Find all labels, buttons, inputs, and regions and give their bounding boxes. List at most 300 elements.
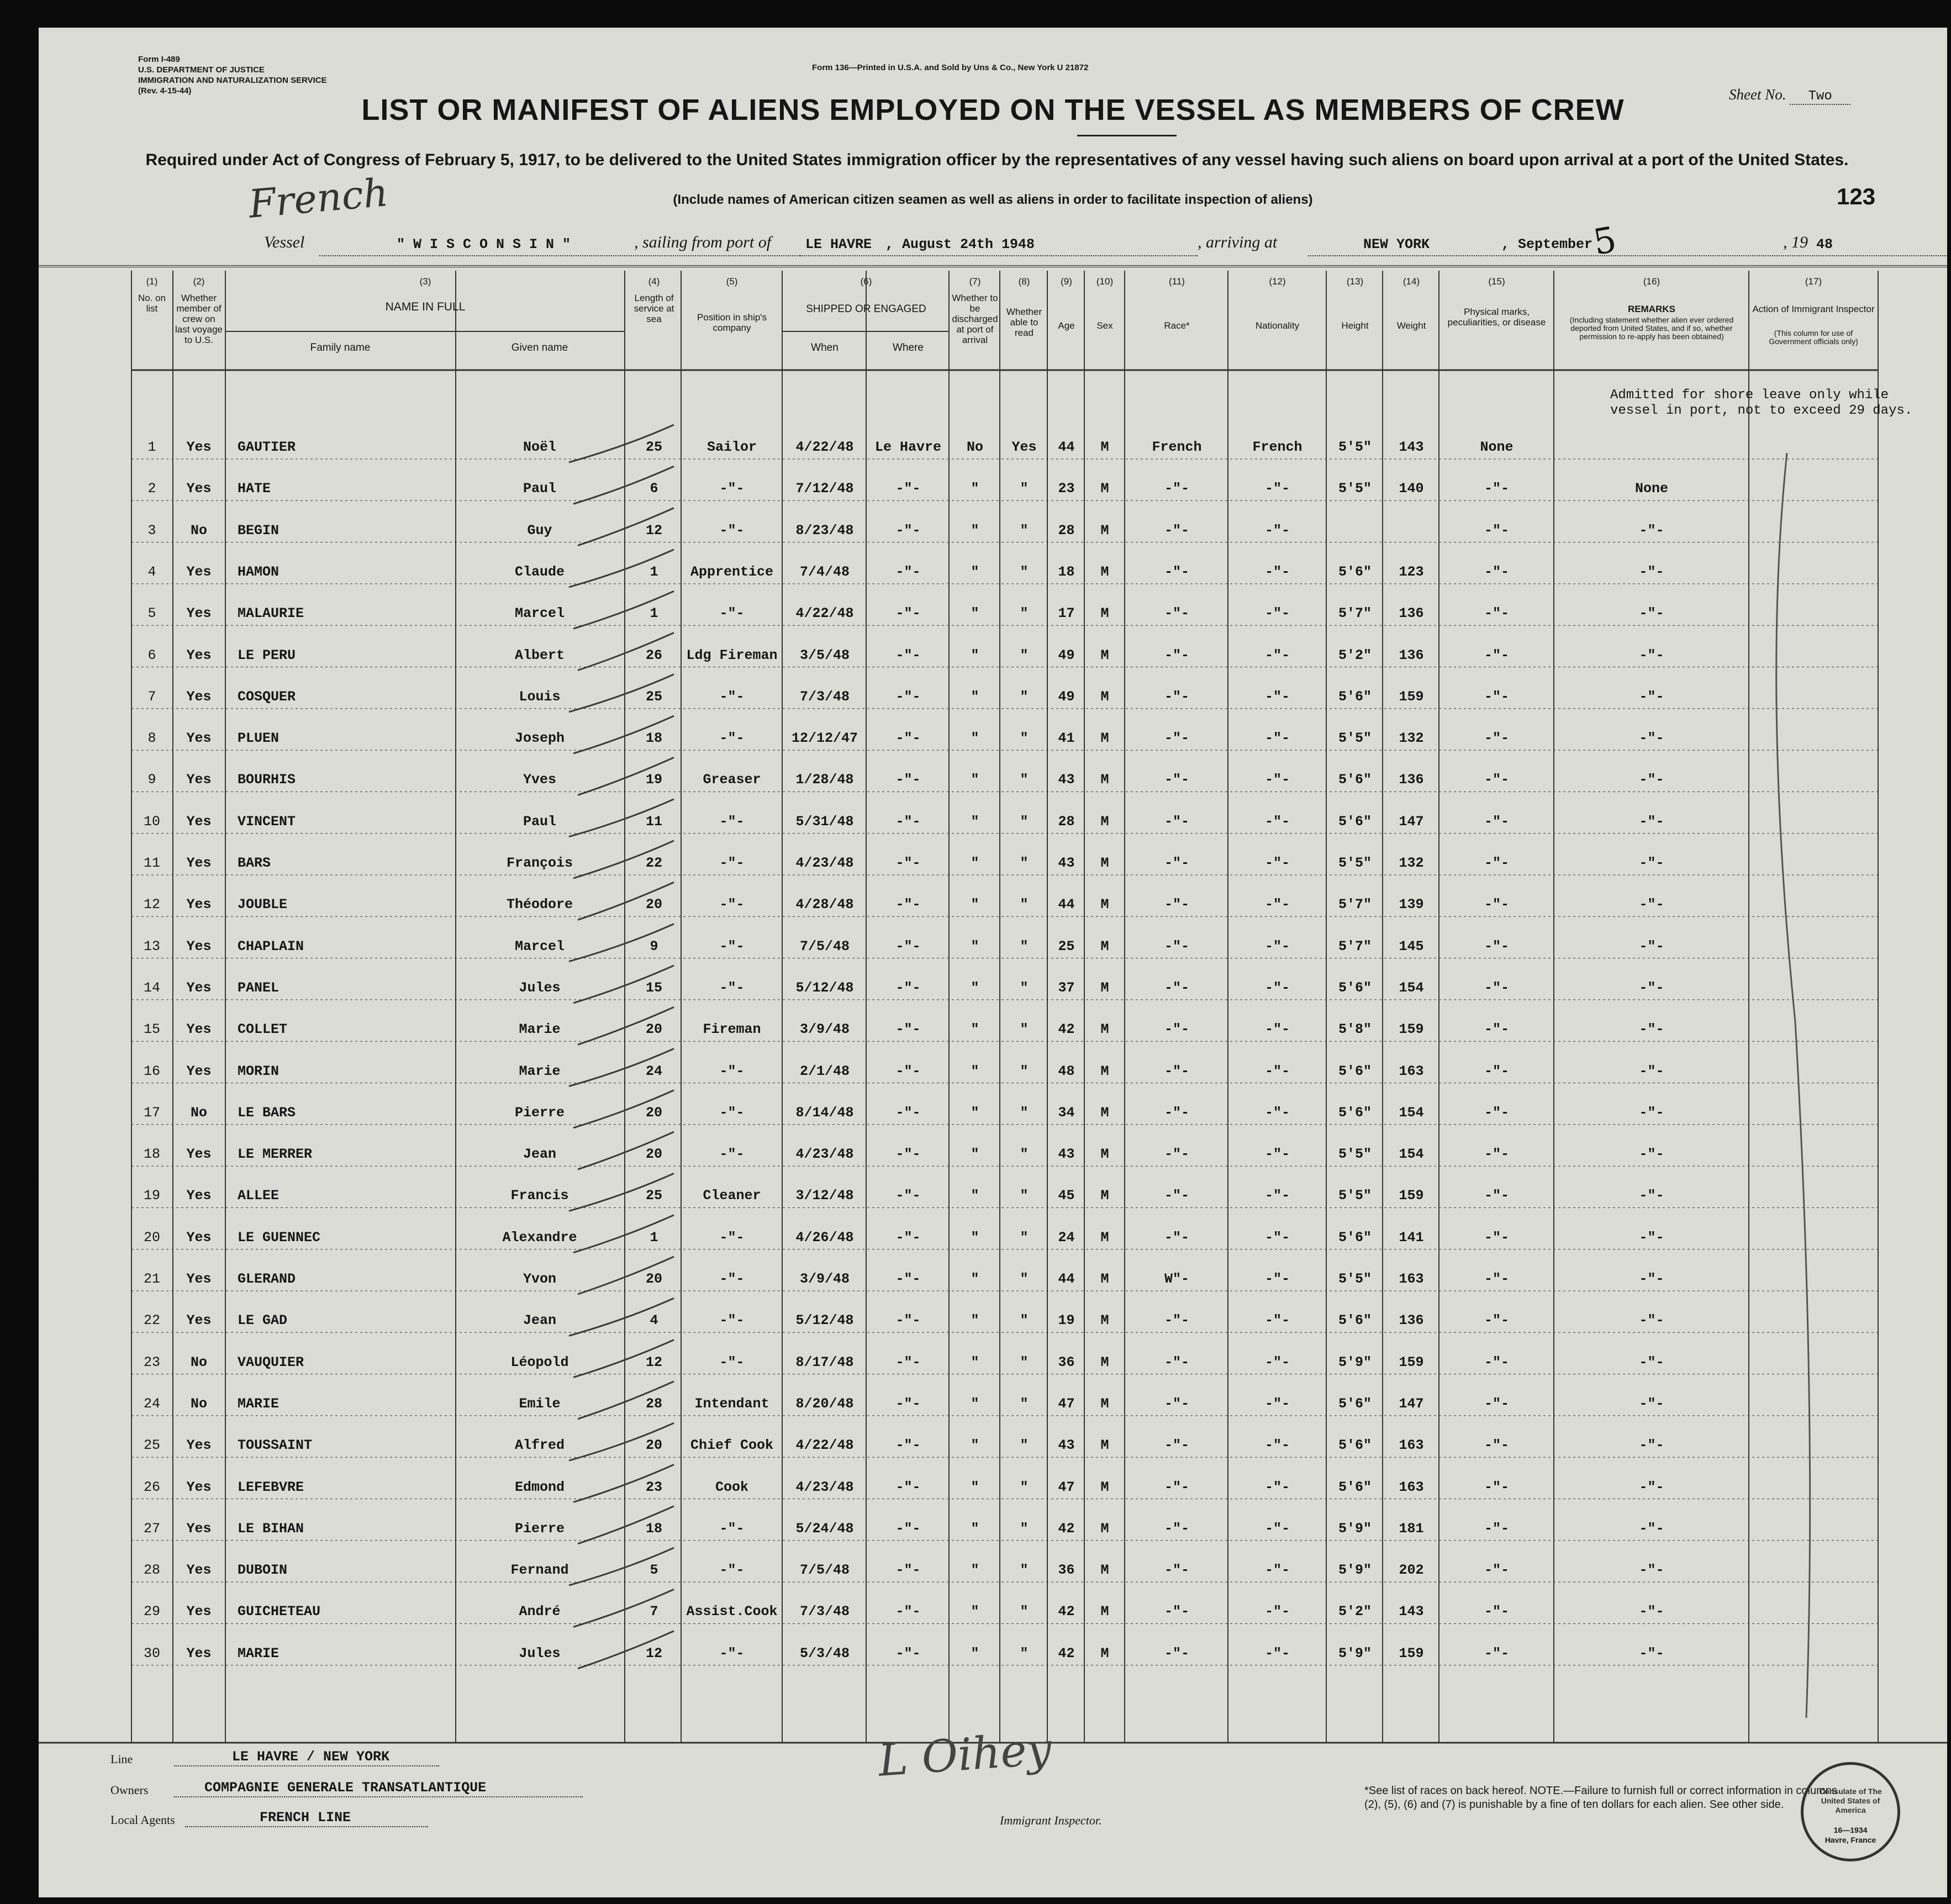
cell-where: -"-: [895, 1479, 921, 1495]
cell-given: Jean: [523, 1146, 556, 1163]
cell-nationality: -"-: [1264, 1021, 1290, 1038]
cell-nationality: -"-: [1264, 1604, 1290, 1620]
cell-age: 42: [1058, 1645, 1075, 1662]
cell-when: 8/17/48: [795, 1354, 854, 1370]
cell-prev: No: [190, 522, 207, 539]
cell-no: 22: [143, 1312, 160, 1329]
footer-note: *See list of races on back hereof. NOTE.—Failure to furnish full or correct information in columns (2), (5), (6) and (7) is punishable by a fine of ten dollars for each alien. See other side.: [1364, 1785, 1837, 1811]
cell-prev: Yes: [186, 1271, 212, 1287]
cell-when: 3/9/48: [799, 1021, 850, 1038]
cell-marks: -"-: [1484, 1271, 1509, 1287]
cell-prev: No: [190, 1104, 207, 1121]
cell-when: 8/20/48: [795, 1395, 854, 1412]
cell-where: -"-: [895, 1562, 921, 1579]
cell-height: 5'6": [1338, 813, 1372, 830]
year-suffix: 48: [1816, 236, 1833, 252]
include-note: (Include names of American citizen seamen as well as aliens in order to facilitate inspection of aliens): [673, 192, 1313, 207]
cell-given: Alfred: [514, 1437, 565, 1454]
cell-sex: M: [1100, 563, 1109, 580]
cell-race: -"-: [1164, 1229, 1189, 1246]
cell-height: 5'6": [1338, 1104, 1372, 1121]
cell-remarks: -"-: [1639, 1188, 1664, 1204]
agents-value: FRENCH LINE: [260, 1810, 351, 1826]
consulate-seal: [1801, 1762, 1900, 1861]
cell-prev: Yes: [186, 1312, 212, 1329]
cell-read: ": [1020, 1312, 1029, 1329]
title-rule: [1077, 135, 1177, 136]
cell-marks: -"-: [1484, 522, 1509, 539]
col4-label: Length of service at sea: [634, 293, 674, 324]
cell-read: ": [1020, 1104, 1029, 1121]
cell-when: 7/4/48: [799, 563, 850, 580]
cell-remarks: -"-: [1639, 647, 1664, 663]
cell-given: Claude: [514, 563, 565, 580]
cell-marks: -"-: [1484, 647, 1509, 663]
cell-marks: -"-: [1484, 1437, 1509, 1454]
cell-height: 5'6": [1338, 563, 1372, 580]
cell-where: -"-: [895, 563, 921, 580]
cell-remarks: -"-: [1639, 1146, 1664, 1163]
cell-where: -"-: [895, 772, 921, 788]
cell-position: -"-: [719, 896, 745, 913]
cell-position: Fireman: [703, 1021, 761, 1038]
cell-weight: 132: [1399, 730, 1424, 747]
cell-no: 26: [143, 1479, 160, 1495]
cell-service: 22: [645, 855, 662, 871]
cell-where: -"-: [895, 813, 921, 830]
cell-weight: 163: [1399, 1271, 1424, 1287]
cell-no: 13: [143, 938, 160, 954]
sailing-date: , August 24th 1948: [885, 236, 1035, 252]
cell-prev: Yes: [186, 481, 212, 497]
cell-sex: M: [1100, 772, 1109, 788]
cell-where: -"-: [895, 1354, 921, 1370]
cell-age: 23: [1058, 481, 1075, 497]
cell-where: -"-: [895, 1312, 921, 1329]
year-prefix: , 19: [1783, 233, 1808, 251]
cell-given: Marcel: [514, 605, 565, 622]
cell-no: 15: [143, 1021, 160, 1038]
cell-discharged: ": [971, 1437, 979, 1454]
cell-remarks: -"-: [1639, 688, 1664, 705]
cell-when: 5/24/48: [795, 1520, 854, 1537]
seal-place: Havre, France: [1825, 1836, 1876, 1844]
cell-race: -"-: [1164, 1063, 1189, 1079]
cell-given: Marcel: [514, 938, 565, 954]
cell-read: ": [1020, 1562, 1029, 1579]
cell-service: 18: [645, 1520, 662, 1537]
cell-service: 20: [645, 1271, 662, 1287]
cell-height: 5'5": [1338, 481, 1372, 497]
cell-sex: M: [1100, 1604, 1109, 1620]
cell-discharged: ": [971, 688, 979, 705]
cell-nationality: -"-: [1264, 1395, 1290, 1412]
cell-service: 11: [645, 813, 662, 830]
cell-family: HAMON: [238, 563, 280, 580]
cell-weight: 123: [1399, 563, 1424, 580]
handwritten-nationality: French: [246, 170, 390, 227]
cell-read: ": [1020, 1479, 1029, 1495]
cell-position: -"-: [719, 1146, 745, 1163]
line-underline: [174, 1765, 439, 1766]
cell-where: -"-: [895, 855, 921, 871]
cell-family: MORIN: [238, 1063, 280, 1079]
cell-service: 5: [650, 1562, 658, 1579]
col14-label: Weight: [1396, 320, 1426, 331]
col17-label: Action of Immigrant Inspector: [1752, 304, 1875, 314]
cell-height: 5'9": [1338, 1354, 1372, 1370]
cell-no: 23: [143, 1354, 160, 1370]
cell-marks: -"-: [1484, 1479, 1509, 1495]
cell-discharged: ": [971, 1063, 979, 1079]
cell-age: 36: [1058, 1354, 1075, 1370]
cell-position: -"-: [719, 938, 745, 954]
cell-weight: 136: [1399, 605, 1424, 622]
cell-race: -"-: [1164, 1520, 1189, 1537]
cell-family: PANEL: [238, 979, 280, 996]
cell-discharged: ": [971, 896, 979, 913]
cell-sex: M: [1100, 1312, 1109, 1329]
col13-num: (13): [1346, 276, 1364, 287]
cell-remarks: -"-: [1639, 1520, 1664, 1537]
cell-age: 28: [1058, 522, 1075, 539]
cell-prev: Yes: [186, 1604, 212, 1620]
vessel-line: [231, 226, 1833, 260]
cell-race: -"-: [1164, 813, 1189, 830]
cell-race: -"-: [1164, 1146, 1189, 1163]
cell-prev: Yes: [186, 1188, 212, 1204]
cell-read: ": [1020, 1271, 1029, 1287]
col2-label: Whether member of crew on last voyage to U.S.: [175, 293, 223, 345]
cell-age: 47: [1058, 1479, 1075, 1495]
cell-sex: M: [1100, 1188, 1109, 1204]
cell-given: François: [506, 855, 573, 871]
cell-discharged: ": [971, 855, 979, 871]
cell-where: -"-: [895, 1520, 921, 1537]
cell-read: ": [1020, 1063, 1029, 1079]
cell-nationality: -"-: [1264, 1146, 1290, 1163]
col3-num: (3): [419, 276, 431, 287]
cell-weight: 132: [1399, 855, 1424, 871]
cell-when: 7/12/48: [795, 481, 854, 497]
cell-height: 5'8": [1338, 1021, 1372, 1038]
cell-sex: M: [1100, 1437, 1109, 1454]
cell-when: 5/31/48: [795, 813, 854, 830]
cell-age: 44: [1058, 896, 1075, 913]
cell-marks: -"-: [1484, 1229, 1509, 1246]
cell-service: 7: [650, 1604, 658, 1620]
col10-num: (10): [1096, 276, 1114, 287]
cell-read: ": [1020, 481, 1029, 497]
cell-weight: 147: [1399, 813, 1424, 830]
cell-sex: M: [1100, 730, 1109, 747]
cell-family: CHAPLAIN: [238, 938, 304, 954]
cell-no: 5: [147, 605, 156, 622]
cell-service: 25: [645, 1188, 662, 1204]
cell-service: 23: [645, 1479, 662, 1495]
cell-prev: Yes: [186, 813, 212, 830]
cell-race: -"-: [1164, 688, 1189, 705]
cell-discharged: ": [971, 1395, 979, 1412]
cell-no: 4: [147, 563, 156, 580]
cell-position: -"-: [719, 1562, 745, 1579]
col8-num: (8): [1018, 276, 1030, 287]
cell-where: -"-: [895, 688, 921, 705]
col10-label: Sex: [1096, 320, 1113, 331]
cell-service: 12: [645, 1354, 662, 1370]
cell-race: -"-: [1164, 1188, 1189, 1204]
cell-where: -"-: [895, 1188, 921, 1204]
cell-sex: M: [1100, 1479, 1109, 1495]
cell-given: Paul: [523, 481, 556, 497]
cell-weight: 141: [1399, 1229, 1424, 1246]
cell-family: MALAURIE: [238, 605, 304, 622]
cell-nationality: -"-: [1264, 1354, 1290, 1370]
cell-position: Cleaner: [703, 1188, 761, 1204]
cell-when: 8/14/48: [795, 1104, 854, 1121]
cell-nationality: -"-: [1264, 938, 1290, 954]
cell-nationality: -"-: [1264, 1271, 1290, 1287]
cell-nationality: -"-: [1264, 730, 1290, 747]
cell-height: 5'7": [1338, 605, 1372, 622]
cell-given: Guy: [527, 522, 552, 539]
cell-discharged: ": [971, 1104, 979, 1121]
cell-height: 5'5": [1338, 1188, 1372, 1204]
cell-race: -"-: [1164, 938, 1189, 954]
cell-read: ": [1020, 605, 1029, 622]
vessel-underline: [319, 255, 800, 256]
cell-race: -"-: [1164, 1437, 1189, 1454]
cell-nationality: -"-: [1264, 772, 1290, 788]
cell-race: -"-: [1164, 1604, 1189, 1620]
cell-service: 4: [650, 1312, 658, 1329]
cell-family: VINCENT: [238, 813, 296, 830]
cell-read: ": [1020, 1437, 1029, 1454]
cell-family: GLERAND: [238, 1271, 296, 1287]
sailing-underline: [800, 255, 1198, 256]
cell-age: 42: [1058, 1021, 1075, 1038]
cell-when: 7/3/48: [799, 688, 850, 705]
cell-height: 5'2": [1338, 1604, 1372, 1620]
cell-height: 5'6": [1338, 1479, 1372, 1495]
col17-num: (17): [1805, 276, 1822, 287]
col11-num: (11): [1169, 276, 1185, 287]
cell-given: Marie: [519, 1021, 561, 1038]
col11-label: Race*: [1164, 320, 1190, 331]
cell-age: 17: [1058, 605, 1075, 622]
cell-discharged: ": [971, 1229, 979, 1246]
cell-position: -"-: [719, 605, 745, 622]
arrival-month: , September: [1501, 236, 1593, 252]
printer-note: Form 136—Printed in U.S.A. and Sold by Uns & Co., New York U 21872: [812, 63, 1089, 72]
cell-discharged: ": [971, 1562, 979, 1579]
cell-race: -"-: [1164, 1479, 1189, 1495]
cell-read: ": [1020, 647, 1029, 663]
cell-prev: Yes: [186, 1021, 212, 1038]
cell-nationality: -"-: [1264, 1520, 1290, 1537]
cell-nationality: -"-: [1264, 1063, 1290, 1079]
cell-position: -"-: [719, 1104, 745, 1121]
cell-nationality: -"-: [1264, 855, 1290, 871]
cell-weight: 140: [1399, 481, 1424, 497]
cell-service: 20: [645, 896, 662, 913]
col6-num: (6): [860, 276, 872, 287]
cell-marks: -"-: [1484, 1645, 1509, 1662]
cell-position: Ldg Fireman: [686, 647, 778, 663]
cell-nationality: -"-: [1264, 647, 1290, 663]
cell-remarks: -"-: [1639, 605, 1664, 622]
cell-no: 18: [143, 1146, 160, 1163]
cell-weight: 139: [1399, 896, 1424, 913]
cell-nationality: -"-: [1264, 979, 1290, 996]
cell-position: -"-: [719, 688, 745, 705]
cell-height: 5'9": [1338, 1520, 1372, 1537]
cell-remarks: -"-: [1639, 1229, 1664, 1246]
cell-discharged: ": [971, 772, 979, 788]
cell-height: 5'6": [1338, 1229, 1372, 1246]
cell-race: -"-: [1164, 522, 1189, 539]
seal-text: Consulate of The United States of America: [1819, 1787, 1882, 1815]
cell-service: 26: [645, 647, 662, 663]
cell-marks: None: [1480, 439, 1514, 455]
cell-age: 28: [1058, 813, 1075, 830]
cell-no: 19: [143, 1188, 160, 1204]
cell-nationality: -"-: [1264, 481, 1290, 497]
cell-where: -"-: [895, 1645, 921, 1662]
cell-weight: 136: [1399, 1312, 1424, 1329]
cell-service: 20: [645, 1104, 662, 1121]
cell-prev: Yes: [186, 439, 212, 455]
cell-remarks: -"-: [1639, 1021, 1664, 1038]
cell-read: ": [1020, 1354, 1029, 1370]
cell-family: PLUEN: [238, 730, 280, 747]
cell-discharged: ": [971, 563, 979, 580]
cell-discharged: ": [971, 1188, 979, 1204]
cell-age: 42: [1058, 1604, 1075, 1620]
cell-given: Louis: [519, 688, 561, 705]
cell-prev: No: [190, 1354, 207, 1370]
cell-given: Alexandre: [502, 1229, 577, 1246]
cell-race: -"-: [1164, 1395, 1189, 1412]
cell-when: 4/22/48: [795, 605, 854, 622]
cell-family: LE BIHAN: [238, 1520, 304, 1537]
cell-race: -"-: [1164, 772, 1189, 788]
cell-remarks: -"-: [1639, 1437, 1664, 1454]
cell-age: 44: [1058, 1271, 1075, 1287]
cell-read: ": [1020, 1021, 1029, 1038]
cell-remarks: -"-: [1639, 1354, 1664, 1370]
col2-num: (2): [193, 276, 205, 287]
cell-remarks: -"-: [1639, 772, 1664, 788]
cell-nationality: -"-: [1264, 563, 1290, 580]
cell-race: French: [1152, 439, 1202, 455]
cell-family: LE PERU: [238, 647, 296, 663]
cell-remarks: -"-: [1639, 1271, 1664, 1287]
cell-weight: 202: [1399, 1562, 1424, 1579]
cell-read: ": [1020, 1520, 1029, 1537]
cell-position: -"-: [719, 481, 745, 497]
cell-service: 20: [645, 1146, 662, 1163]
cell-remarks: -"-: [1639, 1604, 1664, 1620]
cell-nationality: -"-: [1264, 605, 1290, 622]
cell-family: GUICHETEAU: [238, 1604, 321, 1620]
cell-nationality: -"-: [1264, 522, 1290, 539]
cell-race: -"-: [1164, 481, 1189, 497]
cell-marks: -"-: [1484, 1520, 1509, 1537]
cell-service: 12: [645, 1645, 662, 1662]
cell-prev: Yes: [186, 605, 212, 622]
cell-service: 15: [645, 979, 662, 996]
cell-given: Marie: [519, 1063, 561, 1079]
cell-service: 9: [650, 938, 658, 954]
cell-given: Yvon: [523, 1271, 556, 1287]
cell-remarks: -"-: [1639, 1479, 1664, 1495]
cell-prev: Yes: [186, 1645, 212, 1662]
cell-marks: -"-: [1484, 896, 1509, 913]
cell-race: W"-: [1164, 1271, 1189, 1287]
cell-no: 3: [147, 522, 156, 539]
cell-service: 1: [650, 605, 658, 622]
cell-when: 8/23/48: [795, 522, 854, 539]
cell-read: ": [1020, 1146, 1029, 1163]
page-title: LIST OR MANIFEST OF ALIENS EMPLOYED ON THE VESSEL AS MEMBERS OF CREW: [361, 93, 1625, 126]
cell-weight: 145: [1399, 938, 1424, 954]
cell-service: 28: [645, 1395, 662, 1412]
cell-position: -"-: [719, 1271, 745, 1287]
cell-read: ": [1020, 563, 1029, 580]
cell-age: 47: [1058, 1395, 1075, 1412]
arriving-label: , arriving at: [1198, 233, 1278, 251]
cell-discharged: ": [971, 522, 979, 539]
cell-sex: M: [1100, 979, 1109, 996]
cell-prev: Yes: [186, 647, 212, 663]
cell-race: -"-: [1164, 1562, 1189, 1579]
cell-prev: Yes: [186, 896, 212, 913]
agents-underline: [185, 1826, 428, 1827]
cell-marks: -"-: [1484, 1312, 1509, 1329]
manifest-sheet: [39, 28, 1947, 1897]
cell-when: 1/28/48: [795, 772, 854, 788]
cell-discharged: ": [971, 1520, 979, 1537]
cell-nationality: -"-: [1264, 1562, 1290, 1579]
cell-family: COSQUER: [238, 688, 296, 705]
cell-prev: Yes: [186, 1479, 212, 1495]
cell-family: JOUBLE: [238, 896, 288, 913]
cell-position: Greaser: [703, 772, 761, 788]
cell-marks: -"-: [1484, 1354, 1509, 1370]
col3-label: NAME IN FULL: [385, 300, 466, 313]
cell-read: ": [1020, 896, 1029, 913]
cell-service: 25: [645, 688, 662, 705]
cell-when: 7/5/48: [799, 1562, 850, 1579]
cell-weight: 159: [1399, 1354, 1424, 1370]
cell-discharged: ": [971, 1354, 979, 1370]
cell-when: 3/5/48: [799, 647, 850, 663]
cell-when: 4/26/48: [795, 1229, 854, 1246]
cell-position: -"-: [719, 1063, 745, 1079]
cell-age: 24: [1058, 1229, 1075, 1246]
cell-no: 29: [143, 1604, 160, 1620]
cell-where: -"-: [895, 647, 921, 663]
cell-sex: M: [1100, 605, 1109, 622]
cell-remarks: -"-: [1639, 522, 1664, 539]
cell-age: 43: [1058, 1437, 1075, 1454]
col9-label: Age: [1058, 320, 1075, 331]
cell-nationality: -"-: [1264, 1437, 1290, 1454]
cell-age: 49: [1058, 688, 1075, 705]
cell-where: -"-: [895, 938, 921, 954]
cell-no: 7: [147, 688, 156, 705]
